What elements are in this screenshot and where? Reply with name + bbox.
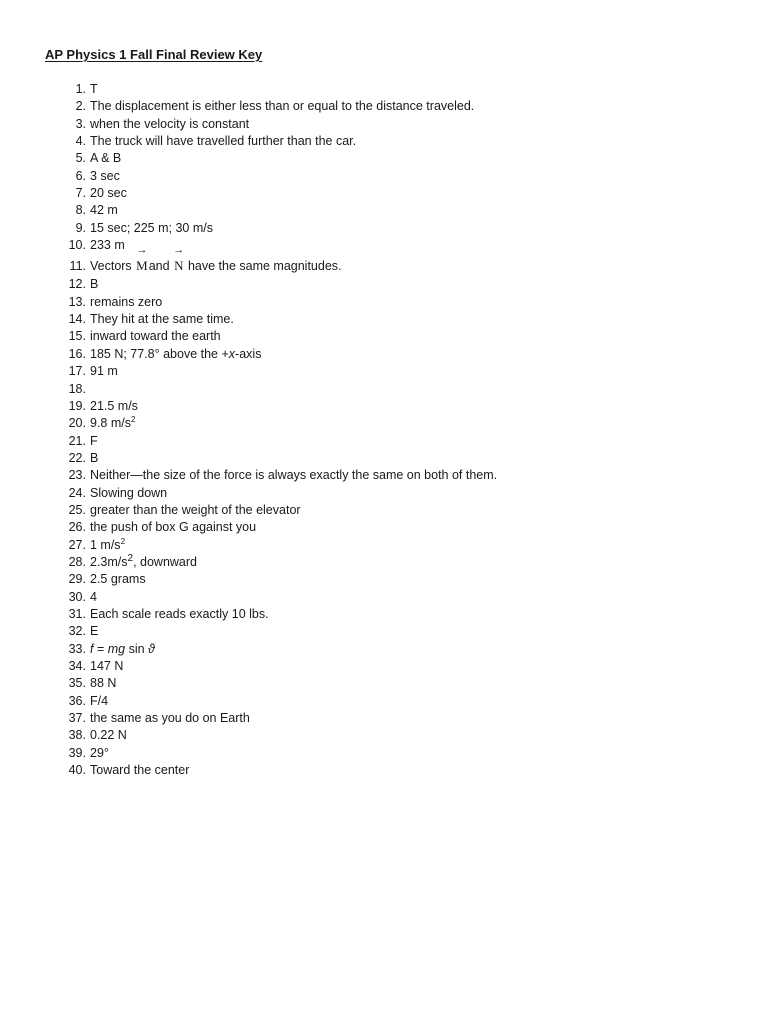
answer-number: 34. [68,659,86,673]
answer-item [0,745,768,762]
answer-item [0,311,768,328]
answer-number: 16. [68,346,86,361]
answer-text-part: 2.3m/s [90,554,128,569]
variable-x: x [228,346,236,361]
answer-text: 2.5 grams [90,572,146,587]
answer-text [90,641,155,658]
answer-number: 4. [75,134,86,149]
answer-number: 30. [68,589,86,604]
answer-number: 7. [75,186,86,201]
answer-item [0,450,768,467]
answer-text: E [90,624,99,639]
answer-item [0,363,768,380]
answer-text-part: 1 m/s [90,537,121,552]
answer-number: 3. [75,116,86,131]
answer-item [0,398,768,415]
answer-text: 88 N [90,676,117,691]
answer-item [0,727,768,744]
answer-text: 15 sec; 225 m; 30 m/s [90,220,213,235]
answer-number: 20. [68,416,86,431]
superscript: 2 [131,415,136,425]
answer-number: 29. [68,572,86,587]
answer-number: 11. [69,259,86,274]
answer-text: inward toward the earth [90,329,221,344]
answer-item [0,328,768,345]
answer-number: 6. [75,168,86,183]
answer-text: Toward the center [90,763,190,778]
answer-item [0,710,768,727]
answer-text: Neither—the size of the force is always exactly the same on both of them. [90,468,498,483]
answer-item [0,571,768,588]
answer-number: 23. [68,468,86,483]
answer-text-part: have the same magnitudes. [184,259,342,274]
answer-item [0,98,768,115]
answer-number: 15. [68,329,86,344]
answer-item [0,606,768,623]
answer-text [90,346,261,363]
answer-number: 35. [68,676,86,691]
answer-text: B [90,450,99,465]
answer-item [0,519,768,536]
answer-text: T [90,82,98,96]
answer-number: 8. [75,203,86,218]
answer-item [0,346,768,363]
answer-text: 233 m [90,238,125,253]
answer-number: 32. [68,624,86,639]
answer-number: 28. [68,554,86,569]
answer-number: 33. [68,641,86,656]
variable-f: f [90,641,94,656]
answer-item [0,220,768,237]
answer-text: the same as you do on Earth [90,711,250,726]
answer-text: F [90,433,98,448]
answer-item [0,623,768,640]
answer-number: 14. [68,312,86,327]
answer-item [0,254,768,276]
answer-number: 2. [75,99,86,114]
answer-number: 19. [68,398,86,413]
answer-number: 1. [75,82,86,96]
answer-text-part: 9.8 m/s [90,416,131,431]
answer-number: 37. [68,711,86,726]
answer-text: 4 [90,589,97,604]
answer-text-part: Vectors [90,259,136,274]
variable-mg: mg [107,641,126,656]
answer-text: 21.5 m/s [90,398,138,413]
answer-text: 29° [90,745,109,760]
answer-number: 18. [68,381,86,396]
answer-text: 42 m [90,203,118,218]
answer-item [0,116,768,133]
answer-number: 26. [68,520,86,535]
answer-text: 3 sec [90,168,120,183]
answer-text: 147 N [90,659,124,673]
document-title: AP Physics 1 Fall Final Review Key [45,47,263,62]
answer-item [0,485,768,502]
superscript: 2 [120,536,126,546]
answer-item [0,433,768,450]
answer-item [0,537,768,554]
answer-text: remains zero [90,294,163,309]
answer-number: 40. [68,763,86,778]
answer-text: B [90,277,99,292]
answer-item [0,693,768,710]
answer-number: 36. [68,693,86,708]
answer-item [0,641,768,658]
answer-text: 0.22 N [90,728,127,743]
answer-number: 31. [68,606,86,621]
answer-text-part: -axis [235,346,262,361]
answer-number: 13. [68,294,86,309]
answer-number: 25. [68,502,86,517]
answer-item [0,168,768,185]
answer-number: 24. [68,485,86,500]
answer-item [0,133,768,150]
answer-item [0,675,768,692]
answer-text: The displacement is either less than or equal to the distance traveled. [90,99,475,114]
answer-item [0,237,768,254]
answer-item [0,150,768,167]
answer-number: 5. [75,151,86,166]
answer-item [0,762,768,779]
answer-text [90,415,135,432]
answer-text-part: , downward [133,554,198,569]
answer-text: 20 sec [90,186,127,201]
answer-number: 38. [68,728,86,743]
answer-text: They hit at the same time. [90,312,234,327]
answer-text: A & B [90,151,122,166]
answer-item [0,467,768,484]
answer-number: 12. [68,277,86,292]
answer-item [0,185,768,202]
answer-text [90,537,125,554]
answer-text-part: 185 N; 77.8° above the + [90,346,229,361]
answer-item [0,81,768,98]
variable-theta: ϑ [148,641,155,656]
answer-item [0,415,768,432]
answer-text: the push of box G against you [90,520,257,535]
answer-text [90,254,342,278]
answer-item [0,658,768,675]
answer-item [0,276,768,293]
answer-text: Each scale reads exactly 10 lbs. [90,606,269,621]
answer-list [0,81,768,779]
vector-m: → M [135,254,149,278]
answer-number: 10. [68,238,86,253]
answer-number: 9. [75,220,86,235]
answer-text-part: and [148,259,174,274]
answer-text: greater than the weight of the elevator [90,502,301,517]
answer-number: 21. [68,433,86,448]
answer-item [0,589,768,606]
answer-number: 39. [68,745,86,760]
answer-item [0,502,768,519]
vector-n: → N [173,254,184,278]
equals-sign: = [93,641,108,656]
sin-function: sin [125,641,149,656]
answer-item [0,381,768,398]
answer-number: 27. [68,537,86,552]
answer-text: 91 m [90,364,118,379]
answer-text [90,554,197,571]
superscript: 2 [127,552,134,564]
answer-item [0,294,768,311]
answer-number: 22. [68,450,86,465]
answer-text: when the velocity is constant [90,116,250,131]
answer-text: The truck will have travelled further than the car. [90,134,357,149]
answer-number: 17. [68,364,86,379]
answer-text: F/4 [90,693,109,708]
answer-item [0,202,768,219]
answer-text: Slowing down [90,485,168,500]
answer-item [0,554,768,571]
